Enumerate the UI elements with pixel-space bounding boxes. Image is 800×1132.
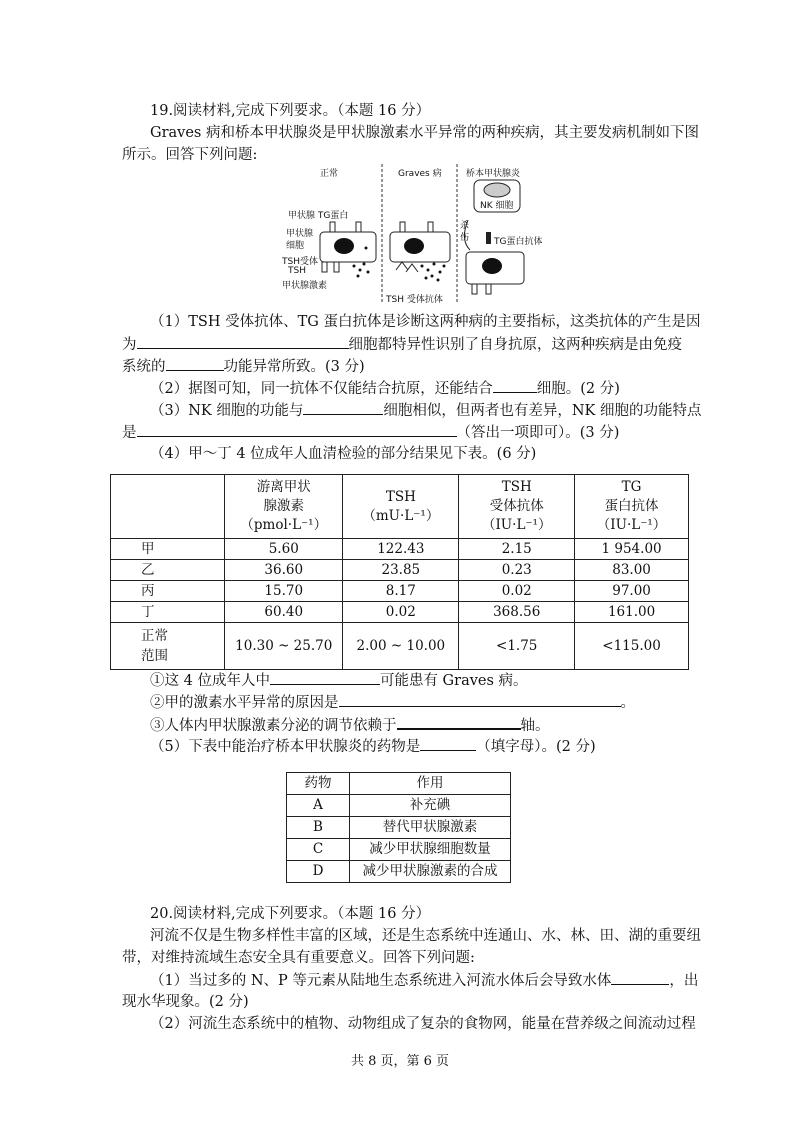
drug-effect: 替代甲状腺激素 <box>350 817 511 839</box>
header-text: TSH <box>501 479 532 495</box>
q19-s2-text-post: 。 <box>620 695 635 711</box>
q19-s2 <box>150 692 635 713</box>
thyroid-cell-label-1: 甲状腺 <box>286 229 314 239</box>
q19-p4: （4）甲～丁 4 位成年人血清检验的部分结果见下表。(6 分) <box>150 446 537 462</box>
q19-s1-text-post: 可能患有 Graves 病。 <box>379 673 528 689</box>
q19-p2-text-pre: （2）据图可知，同一抗体不仅能结合抗原，还能结合 <box>150 381 493 397</box>
panel-normal-label: 正常 <box>320 169 339 179</box>
table-cell: <1.75 <box>459 623 575 670</box>
table-cell: 23.85 <box>343 560 459 581</box>
q19-p1-text-pre: 为 <box>122 337 137 353</box>
q19-p1c-text-post: 功能异常所致。(3 分) <box>223 359 365 375</box>
table-row <box>111 581 689 602</box>
q19-s3-text-pre: ③人体内甲状腺激素分泌的调节依赖于 <box>150 718 397 734</box>
header-text: TG <box>621 479 642 495</box>
kill-label-1: 杀 <box>460 221 470 231</box>
q19-s3 <box>150 714 550 736</box>
q19-p1-line1: （1）TSH 受体抗体、TG 蛋白抗体是诊断这两种病的主要指标，这类抗体的产生是因 <box>150 314 701 330</box>
q19-p3b-text-pre: 是 <box>122 425 137 441</box>
table-cell: 15.70 <box>225 581 343 602</box>
q20-intro-line1: 河流不仅是生物多样性丰富的区域，还是生态系统中连通山、水、林、田、湖的重要纽 <box>150 928 701 944</box>
drug-header-drug: 药物 <box>287 773 350 795</box>
answer-blank-q20-p1[interactable] <box>611 970 669 985</box>
tg-antibody-label: TG蛋白抗体 <box>494 237 543 247</box>
drug-letter: B <box>287 817 350 839</box>
q19-s2-text-pre: ②甲的激素水平异常的原因是 <box>150 695 339 711</box>
answer-blank-s3[interactable] <box>397 714 521 730</box>
q19-p5-text-pre: （5）下表中能治疗桥本甲状腺炎的药物是 <box>150 739 421 755</box>
drug-effect: 减少甲状腺激素的合成 <box>350 861 511 883</box>
row-name-line: 范围 <box>141 648 168 664</box>
q20-intro-line2: 带，对维持流域生态安全具有重要意义。回答下列问题: <box>122 950 475 966</box>
table-cell: 161.00 <box>575 602 689 623</box>
q19-p1c-text-pre: 系统的 <box>122 359 166 375</box>
q20-p1-line2: 现水华现象。(2 分) <box>122 994 249 1010</box>
q19-p1-line3 <box>122 356 365 377</box>
drug-effect: 减少甲状腺细胞数量 <box>350 839 511 861</box>
table-header-cell <box>575 475 689 539</box>
table-cell: 2.15 <box>459 539 575 560</box>
table-row-normal-range <box>111 623 689 670</box>
q20-p1-text-pre: （1）当过多的 N、P 等元素从陆地生态系统进入河流水体后会导致水体 <box>150 973 612 989</box>
tsh-receptor-antibody-label: TSH 受体抗体 <box>386 295 443 305</box>
thyroid-hormone-label: 甲状腺激素 <box>282 281 328 291</box>
table-row <box>287 795 511 817</box>
drug-letter: A <box>287 795 350 817</box>
table-header-row <box>111 475 689 539</box>
table-cell: 122.43 <box>343 539 459 560</box>
q20-p2: （2）河流生态系统中的植物、动物组成了复杂的食物网，能量在营养级之间流动过程 <box>150 1016 696 1032</box>
q19-p1-text-post: 细胞都特异性识别了自身抗原，这两种疾病是由免疫 <box>348 337 682 353</box>
row-name: 丙 <box>111 581 225 602</box>
table-cell: 97.00 <box>575 581 689 602</box>
drug-letter: D <box>287 861 350 883</box>
table-row <box>287 861 511 883</box>
table-row <box>111 560 689 581</box>
q19-p3-text-post: 细胞相似，但两者也有差异，NK 细胞的功能特点 <box>383 403 702 419</box>
answer-blank-p5[interactable] <box>420 736 476 751</box>
q19-p2 <box>150 378 620 399</box>
table-cell: 0.02 <box>459 581 575 602</box>
page-footer: 共 8 页，第 6 页 <box>350 1054 450 1069</box>
drug-table-header <box>287 773 511 795</box>
drug-table <box>286 772 511 883</box>
table-header-cell <box>225 475 343 539</box>
table-row <box>287 839 511 861</box>
table-cell: <115.00 <box>575 623 689 670</box>
drug-letter: C <box>287 839 350 861</box>
header-text: （IU·L⁻¹） <box>481 517 552 533</box>
header-text: （pmol·L⁻¹） <box>240 517 328 533</box>
table-row <box>111 539 689 560</box>
q20-title: 20.阅读材料,完成下列要求。（本题 16 分） <box>150 906 431 922</box>
header-text: 游离甲状 <box>256 479 311 495</box>
q19-p3-line2 <box>122 422 619 443</box>
q20-p1-line1 <box>150 970 698 991</box>
table-header-empty <box>111 475 225 539</box>
header-text: 腺激素 <box>263 498 304 514</box>
row-name: 乙 <box>111 560 225 581</box>
table-cell: 83.00 <box>575 560 689 581</box>
panel-graves-label: Graves 病 <box>398 169 442 179</box>
q19-intro-line2: 所示。回答下列问题: <box>122 147 258 163</box>
answer-blank-p3-feature[interactable] <box>137 422 457 437</box>
answer-blank-s1[interactable] <box>270 670 380 685</box>
thyroid-cell-label-2: 细胞 <box>286 241 305 251</box>
table-header-cell <box>343 475 459 539</box>
nk-cell-label: NK 细胞 <box>480 201 514 211</box>
row-name-normal <box>111 623 225 670</box>
q19-p3-text-pre: （3）NK 细胞的功能与 <box>150 403 304 419</box>
drug-effect: 补充碘 <box>350 795 511 817</box>
table-cell: 36.60 <box>225 560 343 581</box>
table-cell: 8.17 <box>343 581 459 602</box>
tg-protein-label: 甲状腺 TG蛋白 <box>288 211 349 221</box>
answer-blank-p1-function[interactable] <box>166 356 224 371</box>
answer-blank-p3-cell[interactable] <box>303 400 383 415</box>
table-cell: 0.23 <box>459 560 575 581</box>
mechanism-figure <box>282 160 543 306</box>
table-cell: 2.00 ~ 10.00 <box>343 623 459 670</box>
q19-p2-text-post: 细胞。(2 分) <box>536 381 620 397</box>
answer-blank-p2[interactable] <box>493 378 537 393</box>
table-header-cell <box>459 475 575 539</box>
q19-p5 <box>150 736 596 757</box>
drug-header-effect: 作用 <box>350 773 511 795</box>
q19-p1-line2 <box>122 334 682 355</box>
q19-p5-text-post: （填字母）。(2 分) <box>476 739 596 755</box>
kill-label-2: 伤 <box>460 233 470 243</box>
row-name: 甲 <box>111 539 225 560</box>
table-row <box>111 602 689 623</box>
table-cell: 1 954.00 <box>575 539 689 560</box>
q19-p3-line1 <box>150 400 702 421</box>
q19-s1 <box>150 670 528 691</box>
table-cell: 0.02 <box>343 602 459 623</box>
header-text: 受体抗体 <box>489 498 544 514</box>
table-cell: 5.60 <box>225 539 343 560</box>
table-row <box>287 817 511 839</box>
panel-hashimoto-label: 桥本甲状腺炎 <box>466 169 521 179</box>
header-text: 蛋白抗体 <box>604 498 659 514</box>
row-name: 丁 <box>111 602 225 623</box>
serum-results-table <box>110 474 689 670</box>
tsh-receptor-label: TSH受体 <box>282 257 318 267</box>
table-cell: 10.30 ~ 25.70 <box>225 623 343 670</box>
header-text: （mU·L⁻¹） <box>362 507 440 524</box>
header-text: （IU·L⁻¹） <box>596 517 667 533</box>
q20-p1-text-post: ，出 <box>669 973 699 989</box>
header-text: TSH <box>385 488 416 505</box>
q19-s3-text-post: 轴。 <box>520 718 550 734</box>
q19-title: 19.阅读材料,完成下列要求。（本题 16 分） <box>150 103 431 119</box>
answer-blank-p1-cell[interactable] <box>137 334 349 349</box>
row-name-line: 正常 <box>141 628 168 644</box>
table-cell: 368.56 <box>459 602 575 623</box>
q19-p3b-text-post: （答出一项即可）。(3 分) <box>456 425 620 441</box>
table-cell: 60.40 <box>225 602 343 623</box>
q19-s1-text-pre: ①这 4 位成年人中 <box>150 673 270 689</box>
answer-blank-s2[interactable] <box>339 692 621 707</box>
q19-intro-line1: Graves 病和桥本甲状腺炎是甲状腺激素水平异常的两种疾病，其主要发病机制如下图 <box>150 125 699 141</box>
tsh-label: TSH <box>288 266 306 276</box>
